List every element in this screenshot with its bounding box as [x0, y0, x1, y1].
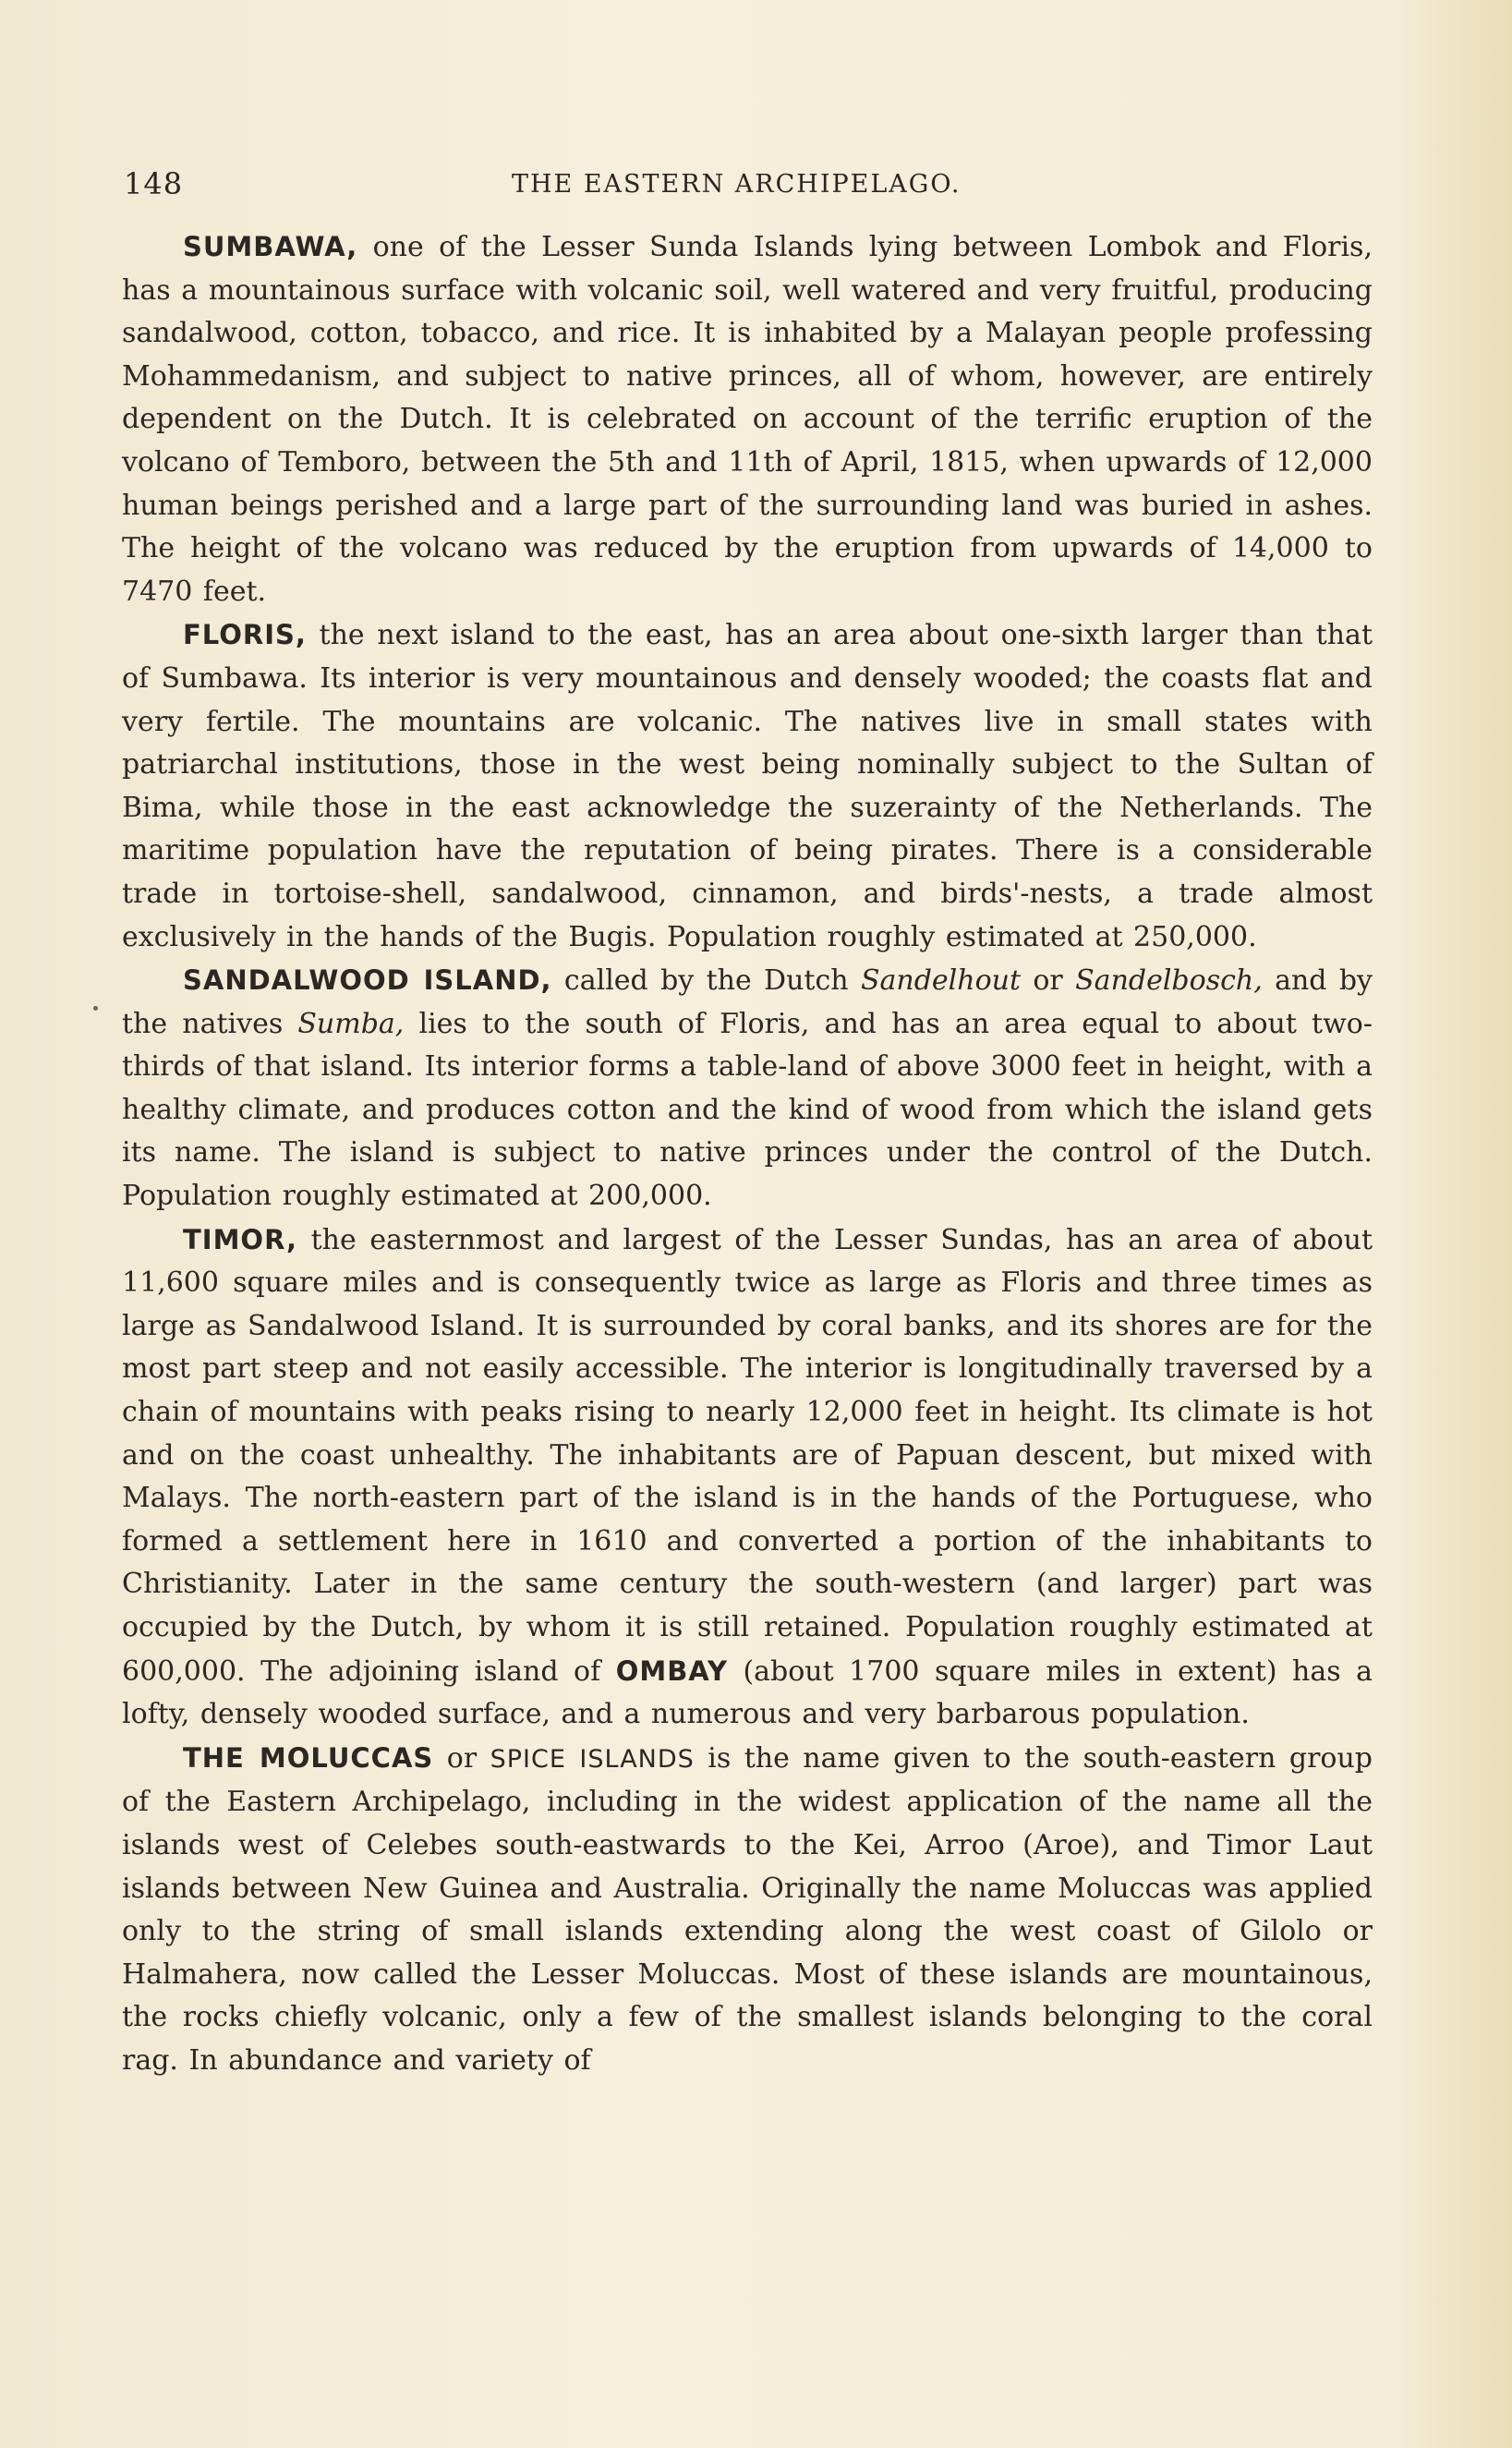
entry-heading-floris: FLORIS, — [183, 619, 307, 651]
paragraph-text: or — [1021, 964, 1076, 998]
entry-heading-sumbawa: SUMBAWA, — [183, 231, 358, 262]
paragraph-timor — [122, 1218, 1373, 1737]
alternate-name-spice-islands: SPICE ISLANDS — [490, 1744, 695, 1774]
entry-heading-timor: TIMOR, — [183, 1223, 297, 1255]
paragraph-text: the easternmost and largest of the Lesser Sundas, has an area of about 11,600 square miles and is consequently twice as large as Floris and three times as large as Sandalwood Island. It is surrounded by coral banks, and its shores are for the most part steep and not easily accessible. The interior is longitudinally traversed by a chain of mountains with peaks rising to nearly 12,000 feet in height. Its climate is hot and on the coast unhealthy. The inhabitants are of Papuan descent, but mixed with Malays. The north-eastern part of the island is in the hands of the Portuguese, who formed a settlement here in 1610 and converted a portion of the inhabitants to Christianity. Later in the same century the south-western (and larger) part was occupied by the Dutch, by whom it is still retained. Population roughly estimated at 600,000. The adjoining island of — [122, 1223, 1373, 1688]
paragraph-sandalwood — [122, 959, 1373, 1218]
entry-heading-ombay: OMBAY — [615, 1654, 728, 1687]
paragraph-text: one of the Lesser Sunda Islands lying between Lombok and Floris, has a mountainous surface with volcanic soil, well watered and very fruitful, producing sandalwood, cotton, tobacco, and rice. It is inhabited by a Malayan people professing Mohammedanism, and subject to native princes, all of whom, however, are entirely dependent on the Dutch. It is celebrated on account of the terrific eruption of the volcano of Temboro, between the 5th and 11th of April, 1815, when upwards of 12,000 human beings perished and a large part of the surrounding land was buried in ashes. The height of the volcano was reduced by the eruption from upwards of 14,000 to 7470 feet. — [122, 231, 1373, 608]
italic-term: Sumba, — [297, 1007, 405, 1040]
paragraph-floris — [122, 613, 1373, 959]
page-number: 148 — [124, 166, 184, 201]
article-body — [122, 225, 1373, 2083]
running-title: THE EASTERN ARCHIPELAGO. — [512, 170, 962, 199]
paragraph-text: or — [433, 1741, 490, 1775]
margin-speck — [93, 1006, 98, 1011]
italic-term: Sandelhout — [860, 964, 1022, 998]
paragraph-text: called by the Dutch — [551, 964, 861, 998]
entry-heading-sandalwood: SANDALWOOD ISLAND, — [183, 964, 552, 997]
paragraph-text: and by the natives — [122, 964, 1373, 1040]
italic-term: Sandelbosch, — [1075, 964, 1263, 998]
entry-heading-moluccas: THE MOLUCCAS — [183, 1741, 434, 1774]
paragraph-text: lies to the south of Floris, and has an area equal to about two-thirds of that island. Its interior forms a table-land of above 3000 feet in height, with a healthy climate, and produces cotton and the kind of wood from which the island gets its name. The island is subject to native princes under the control of the Dutch. Population roughly estimated at 200,000. — [122, 1007, 1373, 1213]
paragraph-text: (about 1700 square miles in extent) has a lofty, densely wooded surface, and a numerous and very barbarous population. — [122, 1654, 1373, 1731]
page-header — [124, 166, 1371, 207]
paragraph-sumbawa — [122, 225, 1373, 613]
paragraph-text: the next island to the east, has an area about one-sixth larger than that of Sumbawa. Its interior is very mountainous and densely wooded; the coasts flat and very fertile. The mountains are volcanic. The natives live in small states with patriarchal institutions, those in the west being nominally subject to the Sultan of Bima, while those in the east acknowledge the suzerainty of the Netherlands. The maritime population have the reputation of being pirates. There is a considerable trade in tortoise-shell, sandalwood, cinnamon, and birds'-nests, a trade almost exclusively in the hands of the Bugis. Population roughly estimated at 250,000. — [122, 619, 1373, 953]
paragraph-moluccas — [122, 1737, 1373, 2083]
paragraph-text: is the name given to the south-eastern group of the Eastern Archipelago, including in the widest application of the name all the islands west of Celebes south-eastwards to the Kei, Arroo (Aroe), and Timor Laut islands between New Guinea and Australia. Originally the name Moluccas was applied only to the string of small islands extending along the west coast of Gilolo or Halmahera, now called the Lesser Moluccas. Most of these islands are mountainous, the rocks chiefly volcanic, only a few of the smallest islands belonging to the coral rag. In abundance and variety of — [122, 1741, 1373, 2077]
